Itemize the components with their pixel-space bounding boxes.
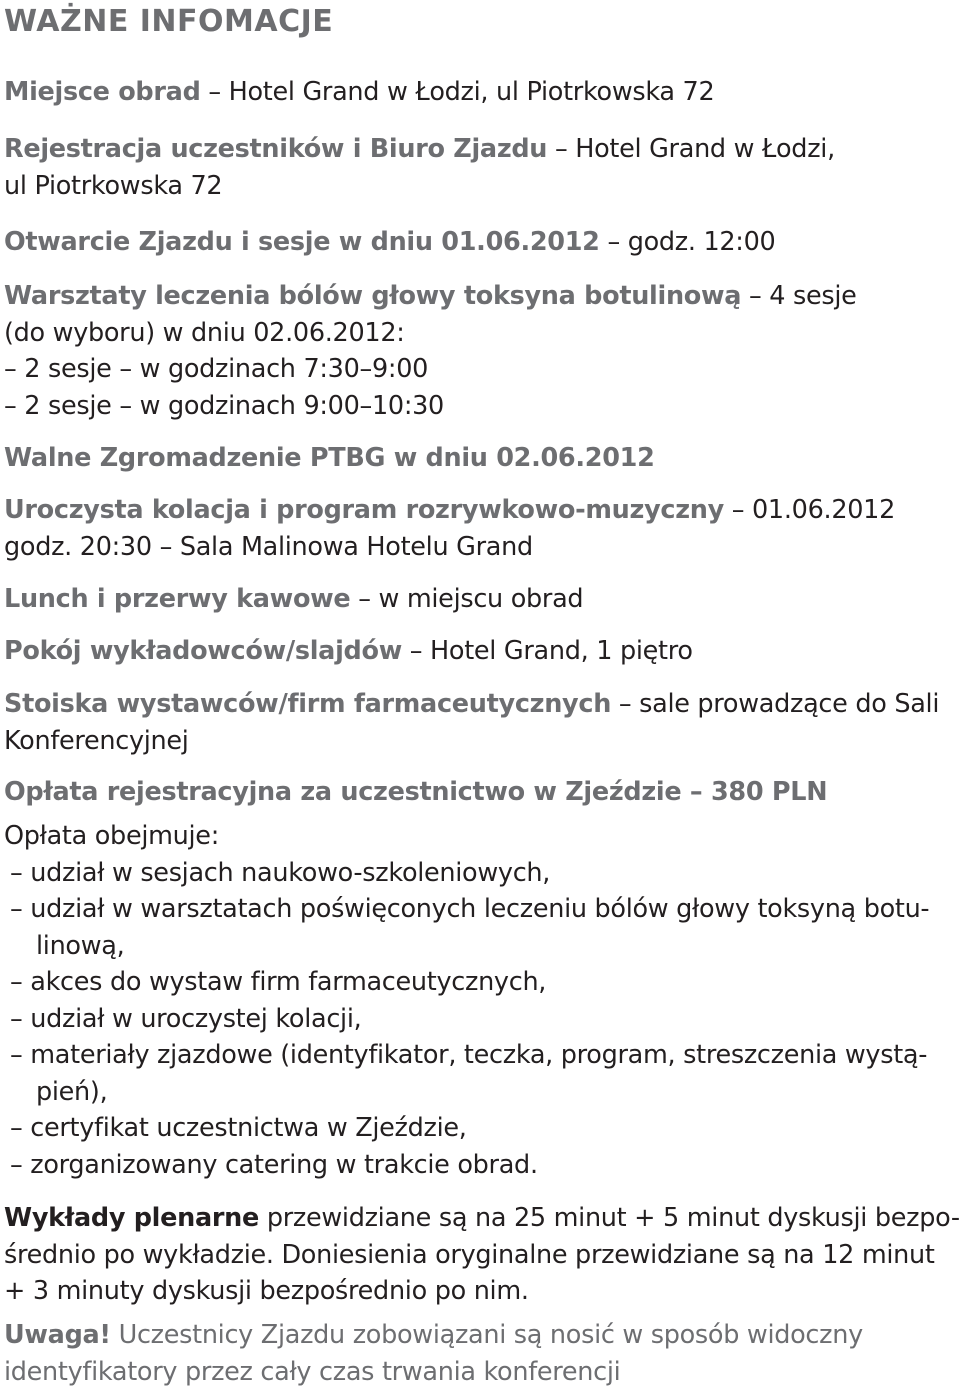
fee-label: Opłata rejestracyjna za uczestnictwo w Zjeździe – 380 PLN xyxy=(4,777,828,807)
lunch-label: Lunch i przerwy kawowe xyxy=(4,584,351,614)
venue-value: – Hotel Grand w Łodzi, ul Piotrkowska 72 xyxy=(208,77,715,107)
workshops-info xyxy=(4,278,956,424)
registration-value: – Hotel Grand w Łodzi, xyxy=(554,134,835,164)
list-item: – udział w uroczystej kolacji, xyxy=(10,1003,362,1034)
opening-info xyxy=(4,224,956,261)
exhibitors-value-cont: Konferencyjnej xyxy=(4,725,189,756)
notice-label: Uwaga! xyxy=(4,1320,111,1350)
opening-label: Otwarcie Zjazdu i sesje w dniu 01.06.2012 xyxy=(4,227,600,257)
notice-text: Uczestnicy Zjazdu zobowiązani są nosić w sposób widoczny xyxy=(118,1320,863,1350)
list-item-cont: linową, xyxy=(36,930,125,961)
list-item: – materiały zjazdowe (identyfikator, teczka, program, streszczenia wystą- xyxy=(10,1040,928,1070)
opening-value: – godz. 12:00 xyxy=(607,227,776,257)
lectures-text-cont: + 3 minuty dyskusji bezpośrednio po nim. xyxy=(4,1276,529,1306)
exhibitors-info xyxy=(4,686,956,759)
venue-info xyxy=(4,74,956,111)
notice-text-cont: identyfikatory przez cały czas trwania konferencji xyxy=(4,1356,621,1387)
dinner-info xyxy=(4,492,956,565)
speakers-room-label: Pokój wykładowców/slajdów xyxy=(4,636,402,666)
dinner-time-place: godz. 20:30 – Sala Malinowa Hotelu Grand xyxy=(4,531,533,562)
lectures-text-cont: średnio po wykładzie. Doniesienia oryginalne przewidziane są na 12 minut xyxy=(4,1239,935,1270)
workshops-date: (do wyboru) w dniu 02.06.2012: xyxy=(4,317,405,348)
lectures-text: przewidziane są na 25 minut + 5 minut dyskusji bezpo- xyxy=(266,1203,960,1233)
workshops-session: – 2 sesje – w godzinach 9:00–10:30 xyxy=(4,390,444,421)
list-item: – zorganizowany catering w trakcie obrad. xyxy=(10,1149,538,1180)
fee-info xyxy=(4,774,956,811)
registration-value-cont: ul Piotrkowska 72 xyxy=(4,170,223,201)
exhibitors-label: Stoiska wystawców/firm farmaceutycznych xyxy=(4,689,612,719)
workshops-value: – 4 sesje xyxy=(749,281,857,311)
lectures-info xyxy=(4,1200,960,1310)
dinner-date: – 01.06.2012 xyxy=(731,495,896,525)
lunch-value: – w miejscu obrad xyxy=(358,584,584,614)
list-item: – udział w sesjach naukowo-szkoleniowych, xyxy=(10,857,551,888)
venue-label: Miejsce obrad xyxy=(4,77,201,107)
workshops-session: – 2 sesje – w godzinach 7:30–9:00 xyxy=(4,354,429,384)
notice-info xyxy=(4,1317,956,1390)
workshops-label: Warsztaty leczenia bólów głowy toksyna botulinową xyxy=(4,281,742,311)
assembly-info xyxy=(4,440,956,477)
assembly-label: Walne Zgromadzenie PTBG w dniu 02.06.2012 xyxy=(4,443,655,473)
page-title: WAŻNE INFOMACJE xyxy=(4,4,334,39)
lunch-info xyxy=(4,581,956,618)
lectures-label: Wykłady plenarne xyxy=(4,1203,260,1233)
registration-label: Rejestracja uczestników i Biuro Zjazdu xyxy=(4,134,548,164)
list-item: – certyfikat uczestnictwa w Zjeździe, xyxy=(10,1113,467,1143)
speakers-room-value: – Hotel Grand, 1 piętro xyxy=(409,636,693,666)
registration-info xyxy=(4,131,956,204)
list-item-cont: pień), xyxy=(36,1076,108,1107)
list-item: – udział w warsztatach poświęconych leczeniu bólów głowy toksyną botu- xyxy=(10,894,930,924)
fee-includes-list xyxy=(4,818,956,1183)
dinner-label: Uroczysta kolacja i program rozrywkowo-muzyczny xyxy=(4,495,724,525)
exhibitors-value: – sale prowadzące do Sali xyxy=(618,689,940,719)
fee-includes-intro: Opłata obejmuje: xyxy=(4,821,219,851)
list-item: – akces do wystaw firm farmaceutycznych, xyxy=(10,967,547,997)
speakers-room-info xyxy=(4,633,956,670)
